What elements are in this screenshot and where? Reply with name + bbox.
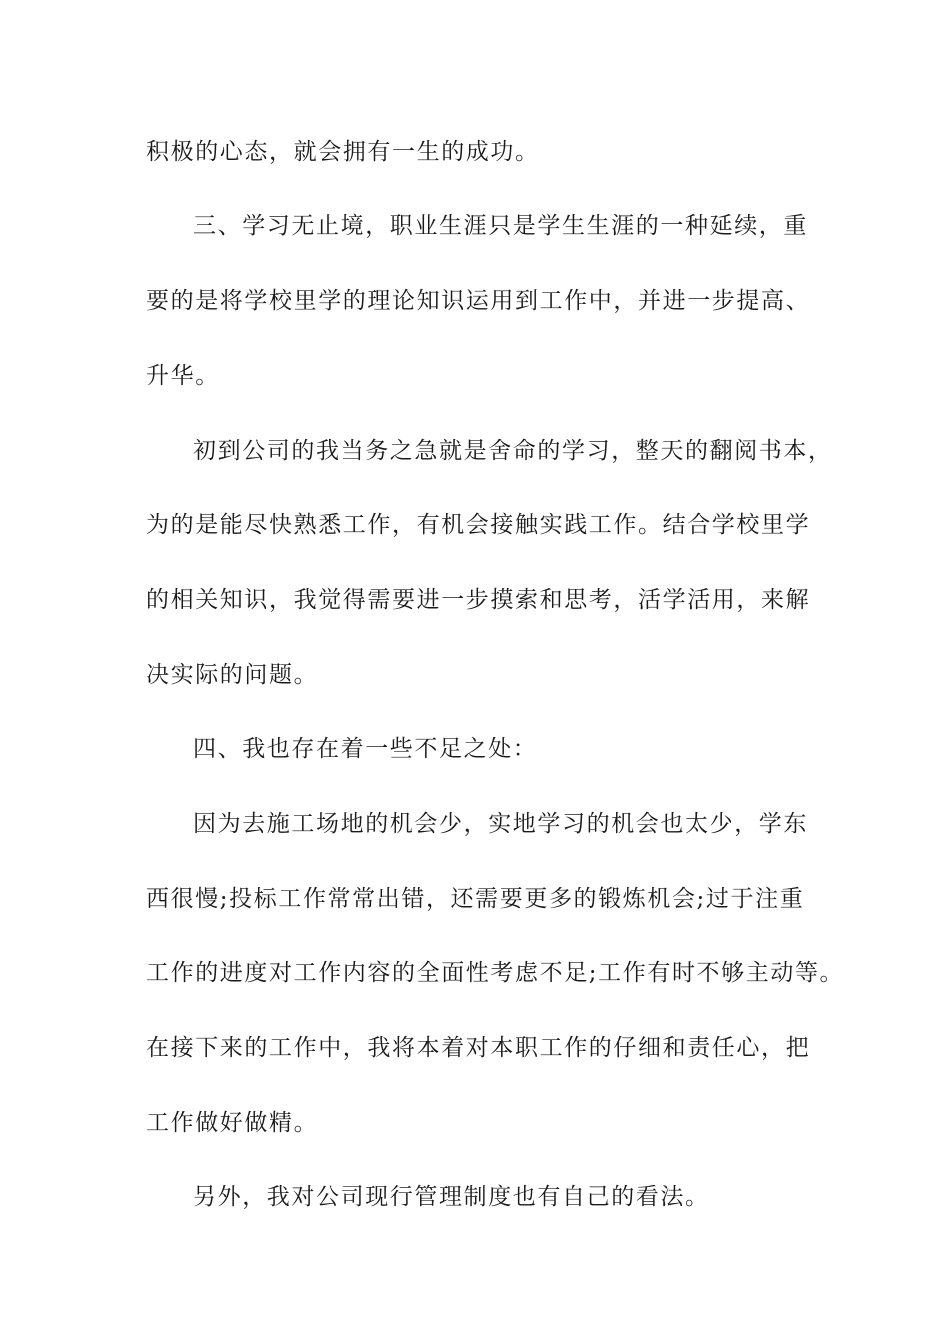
text-line-11: 西很慢;投标工作常常出错，还需要更多的锻炼机会;过于注重 [146,886,805,912]
text-line-13: 在接下来的工作中，我将本着对本职工作的仔细和责任心，把 [146,1035,811,1061]
text-line-8: 决实际的问题。 [146,662,319,688]
text-line-6: 为的是能尽快熟悉工作，有机会接触实践工作。结合学校里学 [146,512,811,538]
text-line-2: 三、学习无止境，职业生涯只是学生生涯的一种延续，重 [193,213,808,239]
text-line-5: 初到公司的我当务之急就是舍命的学习，整天的翻阅书本， [193,438,833,464]
text-line-4: 升华。 [146,363,220,389]
text-line-7: 的相关知识，我觉得需要进一步摸索和思考，活学活用，来解 [146,587,811,613]
text-line-14: 工作做好做精。 [146,1110,319,1136]
text-line-10: 因为去施工场地的机会少，实地学习的机会也太少，学东 [193,811,808,837]
text-line-3: 要的是将学校里学的理论知识运用到工作中，并进一步提高、 [146,288,811,314]
text-line-9: 四、我也存在着一些不足之处： [193,736,538,762]
text-line-15: 另外，我对公司现行管理制度也有自己的看法。 [193,1184,710,1210]
text-line-1: 积极的心态，就会拥有一生的成功。 [146,139,540,165]
text-line-12: 工作的进度对工作内容的全面性考虑不足;工作有时不够主动等。 [146,960,845,986]
